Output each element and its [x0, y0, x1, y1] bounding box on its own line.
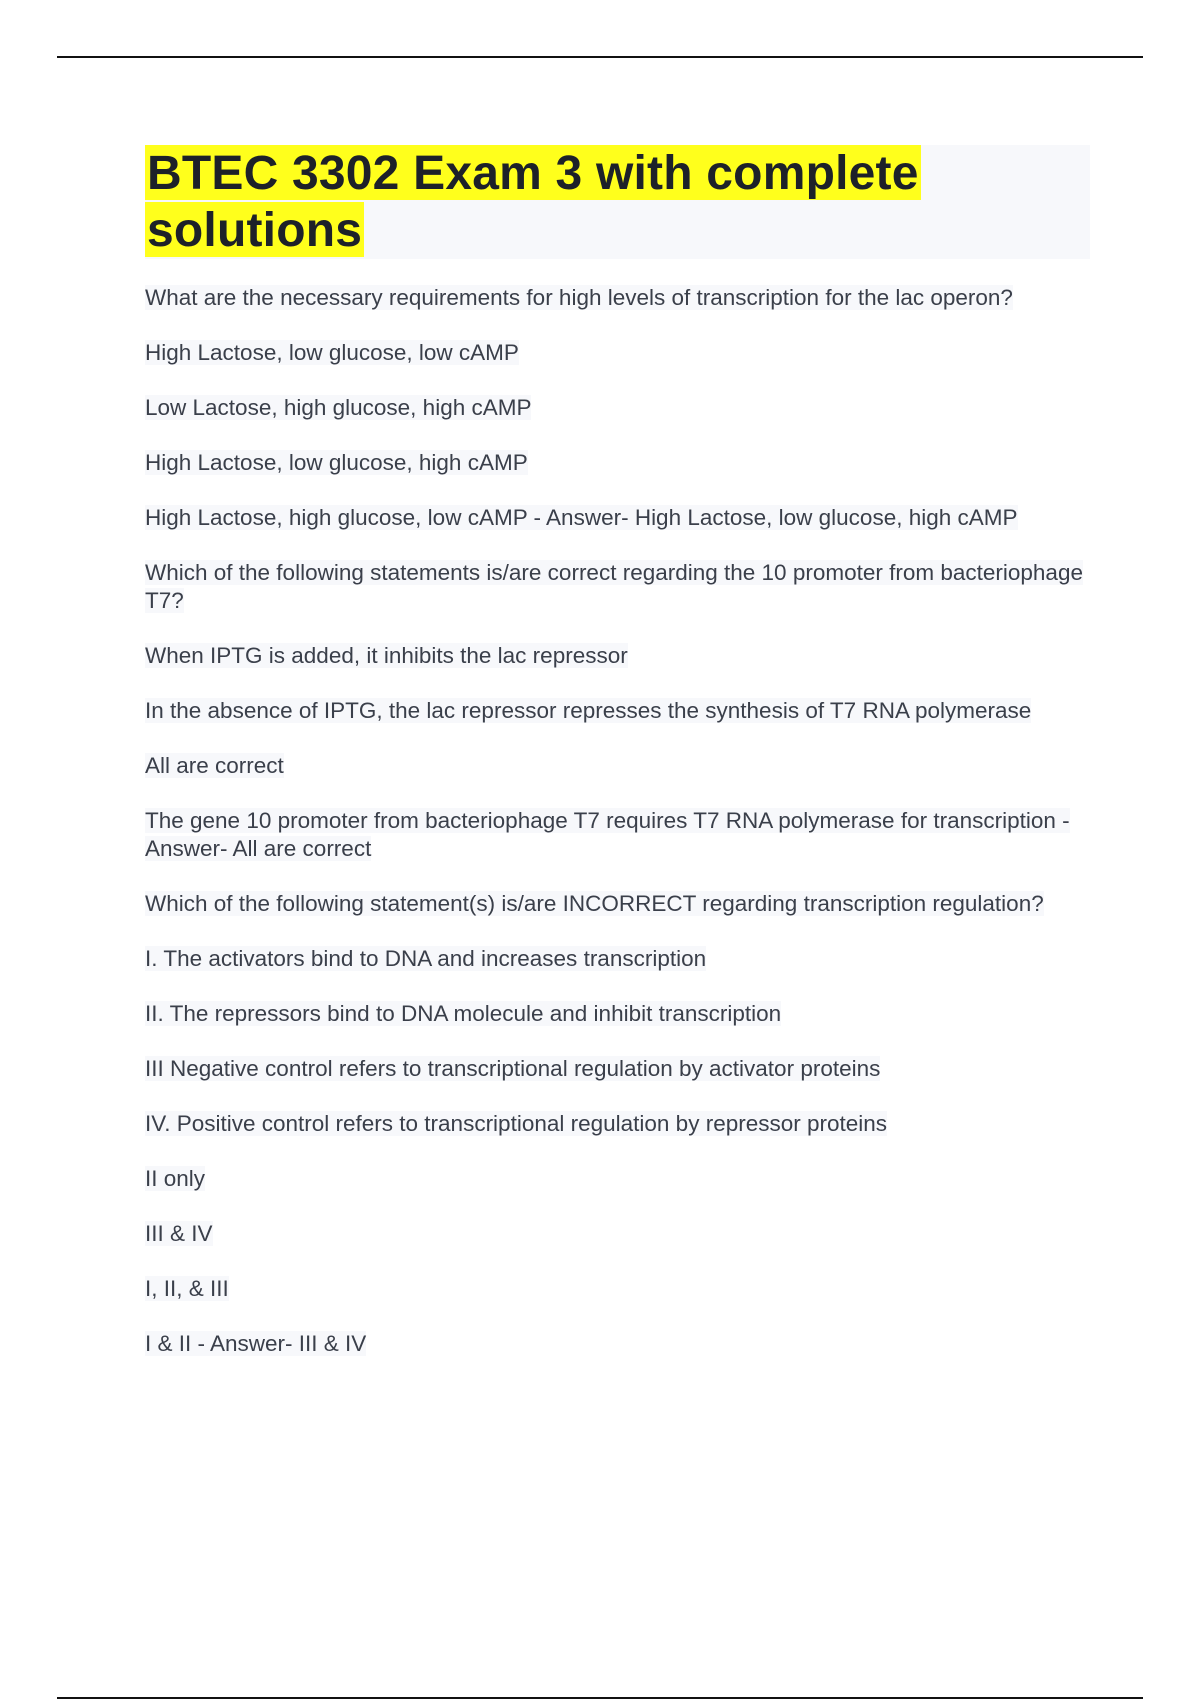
title-block — [145, 145, 1090, 259]
q2-option-2: In the absence of IPTG, the lac repressor represses the synthesis of T7 RNA polymerase — [145, 698, 1032, 723]
q2-option-1: When IPTG is added, it inhibits the lac repressor — [145, 643, 628, 668]
question-2: Which of the following statements is/are correct regarding the 10 promoter from bacteriophage T7? — [145, 560, 1083, 613]
q2-option-3: All are correct — [145, 753, 284, 778]
q3-option-4-answer: I & II - Answer- III & IV — [145, 1331, 367, 1356]
q3-statement-1: I. The activators bind to DNA and increases transcription — [145, 946, 707, 971]
top-rule — [57, 56, 1143, 58]
title-highlight: BTEC 3302 Exam 3 with complete solutions — [147, 147, 919, 257]
q1-option-4-answer: High Lactose, high glucose, low cAMP - Answer- High Lactose, low glucose, high cAMP — [145, 505, 1018, 530]
q1-option-3: High Lactose, low glucose, high cAMP — [145, 450, 528, 475]
bottom-rule — [57, 1697, 1143, 1699]
document-title — [145, 145, 1090, 259]
question-1: What are the necessary requirements for high levels of transcription for the lac operon? — [145, 285, 1013, 310]
q3-statement-3: III Negative control refers to transcriptional regulation by activator proteins — [145, 1056, 881, 1081]
q3-option-1: II only — [145, 1166, 206, 1191]
q2-option-4-answer: The gene 10 promoter from bacteriophage T7 requires T7 RNA polymerase for transcription - Answer- All are correct — [145, 808, 1070, 861]
q3-option-2: III & IV — [145, 1221, 213, 1246]
q3-statement-4: IV. Positive control refers to transcriptional regulation by repressor proteins — [145, 1111, 888, 1136]
question-3: Which of the following statement(s) is/are INCORRECT regarding transcription regulation? — [145, 891, 1044, 916]
page-content — [145, 145, 1090, 1385]
q3-statement-2: II. The repressors bind to DNA molecule and inhibit transcription — [145, 1001, 782, 1026]
q1-option-1: High Lactose, low glucose, low cAMP — [145, 340, 519, 365]
q1-option-2: Low Lactose, high glucose, high cAMP — [145, 395, 532, 420]
q3-option-3: I, II, & III — [145, 1276, 229, 1301]
